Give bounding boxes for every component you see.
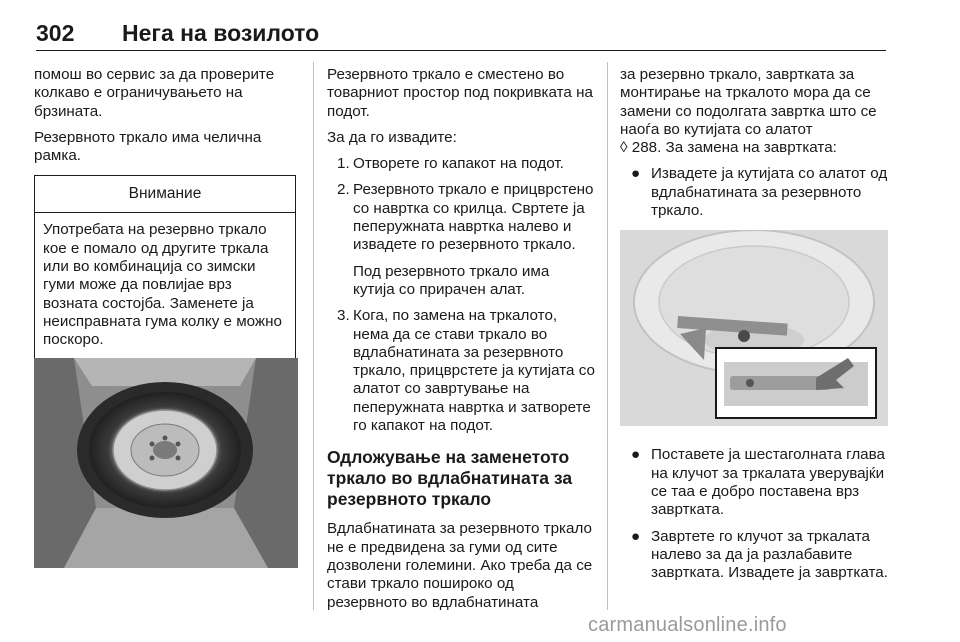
paragraph	[620, 66, 888, 157]
bullet-text: Поставете ја шестаголната глава на клучот за тркалата уверувајќи се таа е добро поставена врз завртката.	[651, 446, 885, 519]
step-subtext: Под резервното тркало има кутија со прирачен алат.	[353, 262, 550, 298]
bullet-list	[620, 165, 888, 220]
page-number: 302	[36, 20, 75, 46]
paragraph: помош во сервис за да проверите колкаво е ограничувањето на брзината.	[34, 66, 275, 120]
page-title: Нега на возилото	[122, 20, 320, 46]
reference-arrow-icon: ◊	[620, 139, 628, 157]
column-1	[34, 66, 298, 359]
step-text: Отворете го капакот на подот.	[353, 155, 564, 173]
bullet-icon: ●	[631, 446, 641, 464]
page-reference-link[interactable]: 288. За замена на завртката:	[631, 139, 837, 157]
warning-box	[34, 175, 296, 358]
bullet-item	[620, 165, 888, 220]
bullet-icon: ●	[631, 527, 641, 545]
step-item	[327, 307, 595, 435]
column-2	[327, 66, 595, 620]
column-3	[620, 66, 888, 590]
warning-text: Употребата на резервно тркало кое е помало од другите тркала или во комбинација со зимски гуми може да повлијае врз возната состојба. Заменете ја неисправната гума колку е можно поскоро.	[43, 221, 282, 349]
paragraph: За да го извадите:	[327, 128, 457, 146]
paragraph-text: за резервно тркало, завртката за монтирање на тркалото мора да се замени со подолгата завртка што се наоѓа во кутијата со алатот	[620, 66, 877, 138]
wheel-bolt-figure	[620, 230, 888, 426]
step-text: Резервното тркало е прицврстено со навртка со крилца. Свртете ја пеперужната навртка налево и извадете го резервното тркало.	[353, 181, 594, 254]
section-heading: Одложување на заменетото тркало во вдлабнатината за резервното тркало	[327, 447, 573, 510]
steps-list	[327, 155, 595, 435]
page-header	[36, 18, 886, 52]
spare-wheel-well-illustration	[620, 230, 888, 426]
bullet-icon: ●	[631, 165, 641, 183]
header-rule	[36, 50, 886, 51]
trunk-spare-wheel-photo	[34, 358, 298, 568]
column-divider-left	[313, 62, 314, 610]
step-number: 2.	[337, 181, 350, 199]
bullet-text: Завртете го клучот за тркалата налево за да ја разлабавите завртката. Извадете ја завртката.	[651, 527, 888, 582]
column-divider-right	[607, 62, 608, 610]
watermark: carmanualsonline.info	[588, 614, 787, 636]
paragraph: Вдлабнатината за резервното тркало не е предвидена за гуми од сите дозволени големини. Ако треба да се стави тркало пошироко од резервното во вдлабнатината	[327, 520, 593, 611]
step-item	[327, 181, 595, 299]
bullet-item	[620, 446, 888, 519]
bullet-list	[620, 446, 888, 582]
bullet-item	[620, 528, 888, 583]
bullet-text: Извадете ја кутијата со алатот од вдлабнатината за резервното тркало.	[651, 165, 888, 220]
paragraph: Резервното тркало е сместено во товарниот простор под покривката на подот.	[327, 66, 593, 120]
warning-title: Внимание	[35, 176, 295, 213]
paragraph: Резервното тркало има челична рамка.	[34, 128, 262, 165]
step-number: 3.	[337, 307, 350, 325]
step-item	[327, 155, 595, 173]
step-number: 1.	[337, 155, 350, 173]
trunk-spare-wheel-illustration	[34, 358, 298, 568]
step-text: Кога, по замена на тркалото, нема да се стави тркало во вдлабнатината за резервното тркало, прицврстете ја кутијата со алатот со завртување на пеперужната навртка и затворете го капакот на подот.	[353, 307, 595, 435]
